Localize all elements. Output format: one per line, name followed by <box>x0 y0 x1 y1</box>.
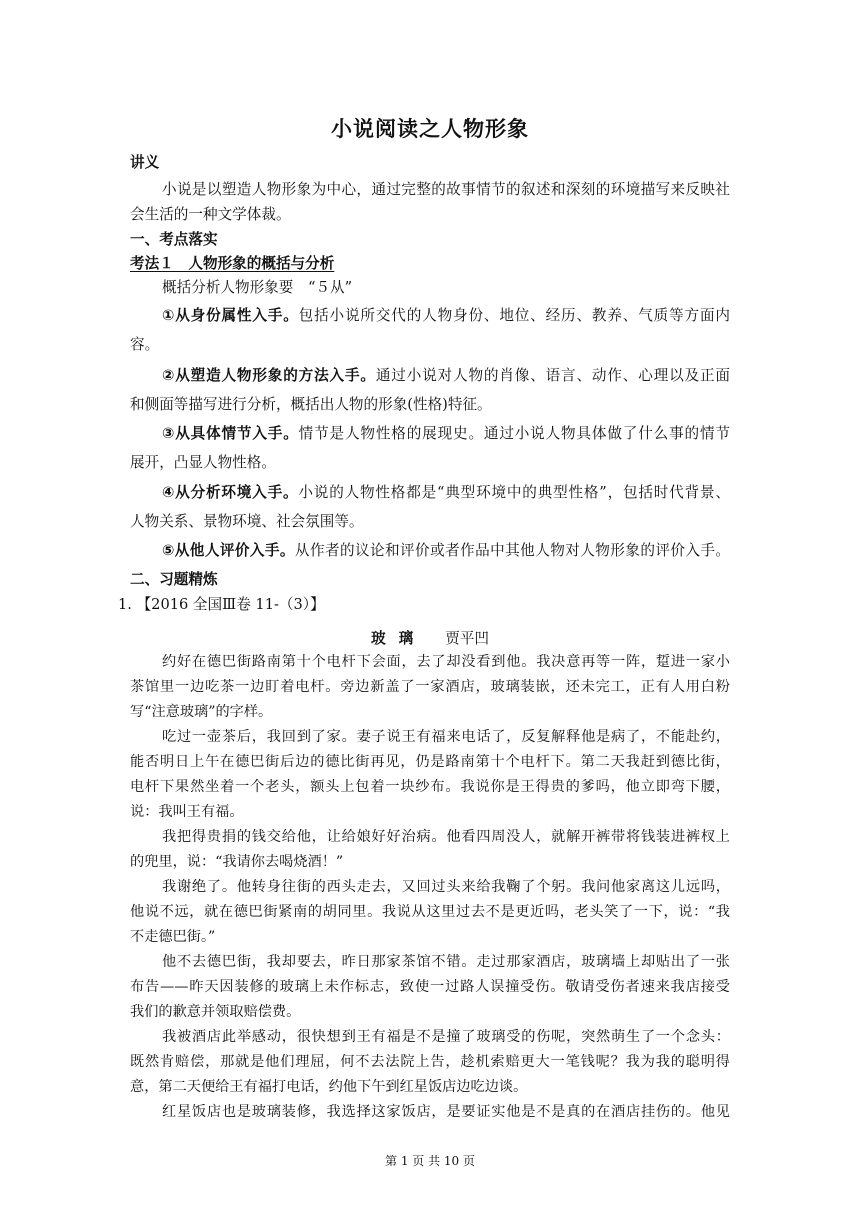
point-1-label: ①从身份属性入手。 <box>162 307 299 324</box>
page-footer: 第 1 页 共 10 页 <box>385 1154 475 1168</box>
point-2-label: ②从塑造人物形象的方法入手。 <box>162 367 376 384</box>
story-line: 说：我叫王有福。 <box>130 804 244 820</box>
point-5-label: ⑤从他人评价入手。 <box>162 542 295 559</box>
story-line: 茶馆里一边吃茶一边盯着电杆。旁边新盖了一家酒店，玻璃装嵌，还未完工，正有人用白粉 <box>130 679 730 695</box>
story-line: 我谢绝了。他转身往街的西头走去，又回过头来给我鞠了个躬。我问他家离这儿远吗， <box>162 879 730 895</box>
story-author: 贾平凹 <box>445 630 490 647</box>
story-line: 的兜里，说：“我请你去喝烧酒！” <box>130 854 344 870</box>
kaofa-heading <box>130 254 730 274</box>
jiangyi-heading: 讲义 <box>130 154 160 171</box>
story-line: 约好在德巴街路南第十个电杆下会面，去了却没看到他。我决意再等一阵，踅进一家小 <box>162 654 730 670</box>
point-3-cont: 展开，凸显人物性格。 <box>130 454 276 471</box>
exercise-label: 1. 【2016 全国Ⅲ卷 11-（3）】 <box>118 596 325 613</box>
point-3-label: ③从具体情节入手。 <box>162 425 299 442</box>
point-3 <box>130 424 730 444</box>
story-line: 我们的歉意并领取赔偿费。 <box>130 1004 301 1020</box>
story-line: 红星饭店也是玻璃装修，我选择这家饭店，是要证实他是不是真的在酒店挂伤的。他见 <box>162 1104 730 1120</box>
point-4-text: 小说的人物性格都是“典型环境中的典型性格”，包括时代背景、 <box>298 484 730 501</box>
point-5-text: 从作者的议论和评价或者作品中其他人物对人物形象的评价入手。 <box>294 542 730 559</box>
story-line: 电杆下果然坐着一个老头，额头上包着一块纱布。我说你是王得贵的爹吗，他立即弯下腰， <box>130 779 730 795</box>
point-1 <box>130 306 730 326</box>
story-line: 不走德巴街。” <box>130 929 216 945</box>
story-line: 他说不远，就在德巴街紧南的胡同里。我说从这里过去不是更近吗，老头笑了一下，说：“我 <box>130 904 730 920</box>
point-3-text: 情节是人物性格的展现史。通过小说人物具体做了什么事的情节 <box>298 425 730 442</box>
summary-line: 概括分析人物形象要 “５从” <box>162 279 353 296</box>
section-heading-2: 二、习题精炼 <box>130 571 218 588</box>
point-4-label: ④从分析环境入手。 <box>162 484 299 501</box>
story-title: 玻 璃 <box>370 630 418 647</box>
point-1-cont: 容。 <box>130 336 160 353</box>
story-line: 布告——昨天因装修的玻璃上未作标志，致使一过路人误撞受伤。敬请受伤者速来我店接受 <box>130 979 730 995</box>
section-heading-1: 一、考点落实 <box>130 231 218 248</box>
point-2-cont: 和侧面等描写进行分析，概括出人物的形象(性格)特征。 <box>130 396 492 413</box>
point-5 <box>130 541 730 561</box>
story-line: 他不去德巴街，我却要去，昨日那家茶馆不错。走过那家酒店，玻璃墙上却贴出了一张 <box>162 954 730 970</box>
story-line: 我被酒店此举感动，很快想到王有福是不是撞了玻璃受的伤呢，突然萌生了一个念头： <box>162 1029 730 1045</box>
story-line: 能否明日上午在德巴街后边的德比街再见，仍是路南第十个电杆下。第二天我赶到德比街， <box>130 754 730 770</box>
story-line: 既然肯赔偿，那就是他们理屈，何不去法院上告，趁机索赔更大一笔钱呢？我为我的聪明得 <box>130 1054 730 1070</box>
point-1-text: 包括小说所交代的人物身份、地位、经历、教养、气质等方面内 <box>298 307 730 324</box>
intro-paragraph-line: 小说是以塑造人物形象为中心，通过完整的故事情节的叙述和深刻的环境描写来反映社 <box>162 181 730 198</box>
point-4-cont: 人物关系、景物环境、社会氛围等。 <box>130 513 364 530</box>
story-line: 意，第二天便给王有福打电话，约他下午到红星饭店边吃边谈。 <box>130 1079 528 1095</box>
story-heading <box>0 627 860 648</box>
story-line: 我把得贵捐的钱交给他，让给娘好好治病。他看四周没人，就解开裤带将钱装进裤杈上 <box>162 829 730 845</box>
point-4 <box>130 483 730 503</box>
kaofa-heading-text: 考法１ 人物形象的概括与分析 <box>130 255 335 272</box>
story-line: 吃过一壶茶后，我回到了家。妻子说王有福来电话了，反复解释他是病了，不能赴约， <box>162 729 730 745</box>
story-line: 写“注意玻璃”的字样。 <box>130 704 273 720</box>
point-2 <box>130 366 730 386</box>
document-title: 小说阅读之人物形象 <box>331 117 529 141</box>
intro-paragraph-line: 会生活的一种文学体裁。 <box>130 206 291 223</box>
point-2-text: 通过小说对人物的肖像、语言、动作、心理以及正面 <box>375 367 730 384</box>
